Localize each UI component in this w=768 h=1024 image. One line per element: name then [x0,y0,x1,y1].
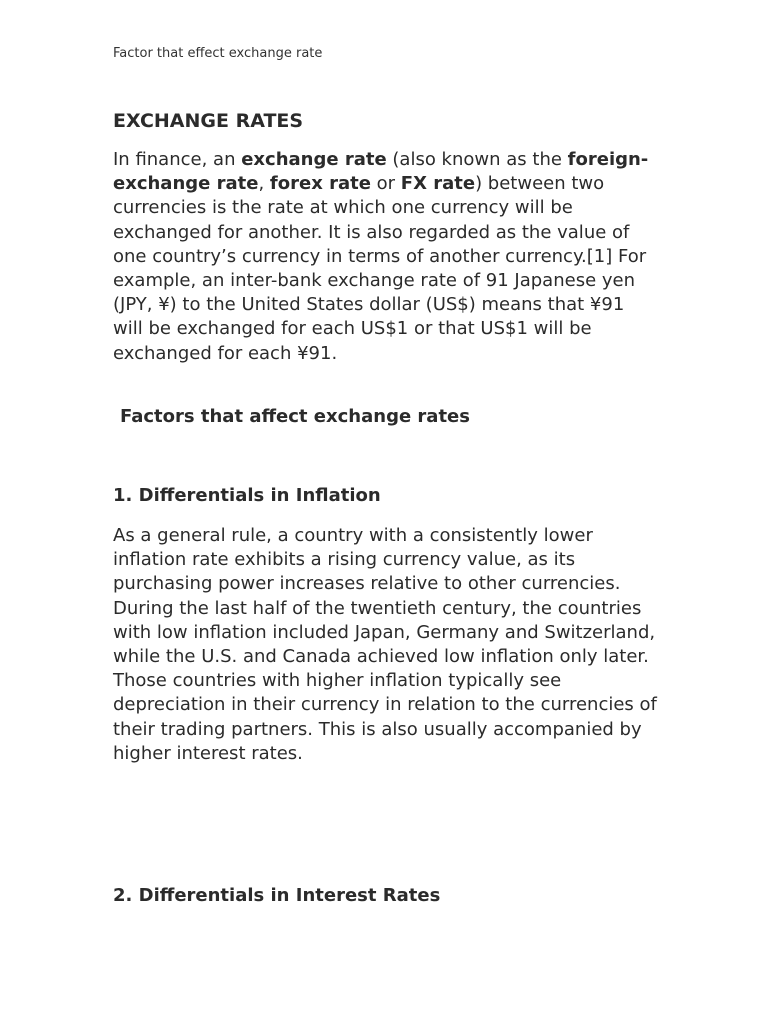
intro-paragraph [113,148,658,366]
term-fx-rate: FX rate [400,173,476,195]
intro-text-3: , [258,173,270,195]
intro-text-1: In finance, an [113,149,242,170]
running-header: Factor that effect exchange rate [113,46,323,61]
term-exchange-rate: exchange rate [241,149,387,170]
term-foreign-exchange-rate: foreign-exchange rate [113,149,649,195]
factors-heading: Factors that affect exchange rates [120,406,470,427]
intro-text-4: or [370,173,401,195]
section-heading-interest-rates: 2. Differentials in Interest Rates [113,885,441,906]
term-forex-rate: forex rate [269,173,371,195]
section-heading-inflation: 1. Differentials in Inflation [113,485,381,506]
intro-text-2: (also known as the [386,149,568,170]
intro-text-5: ) between two currencies is the rate at which one currency will be exchanged for another. It is also regarded as the value of one country’s currency in terms of another currency.[1] For example, an inter-bank exchange rate of 91 Japanese yen (JPY, ¥) to the United States dollar (US$) means that ¥91 will be exchanged for each US$1 or that US$1 will be exchanged for each ¥91. [113,173,647,364]
section-body-inflation: As a general rule, a country with a consistently lower inflation rate exhibits a rising currency value, as its purchasing power increases relative to other currencies. During the last half of the twentieth century, the countries with low inflation included Japan, Germany and Switzerland, while the U.S. and Canada achieved low inflation only later. Those countries with higher inflation typically see depreciation in their currency in relation to the currencies of their trading partners. This is also usually accompanied by higher interest rates. [113,525,657,764]
document-title: EXCHANGE RATES [113,110,304,132]
